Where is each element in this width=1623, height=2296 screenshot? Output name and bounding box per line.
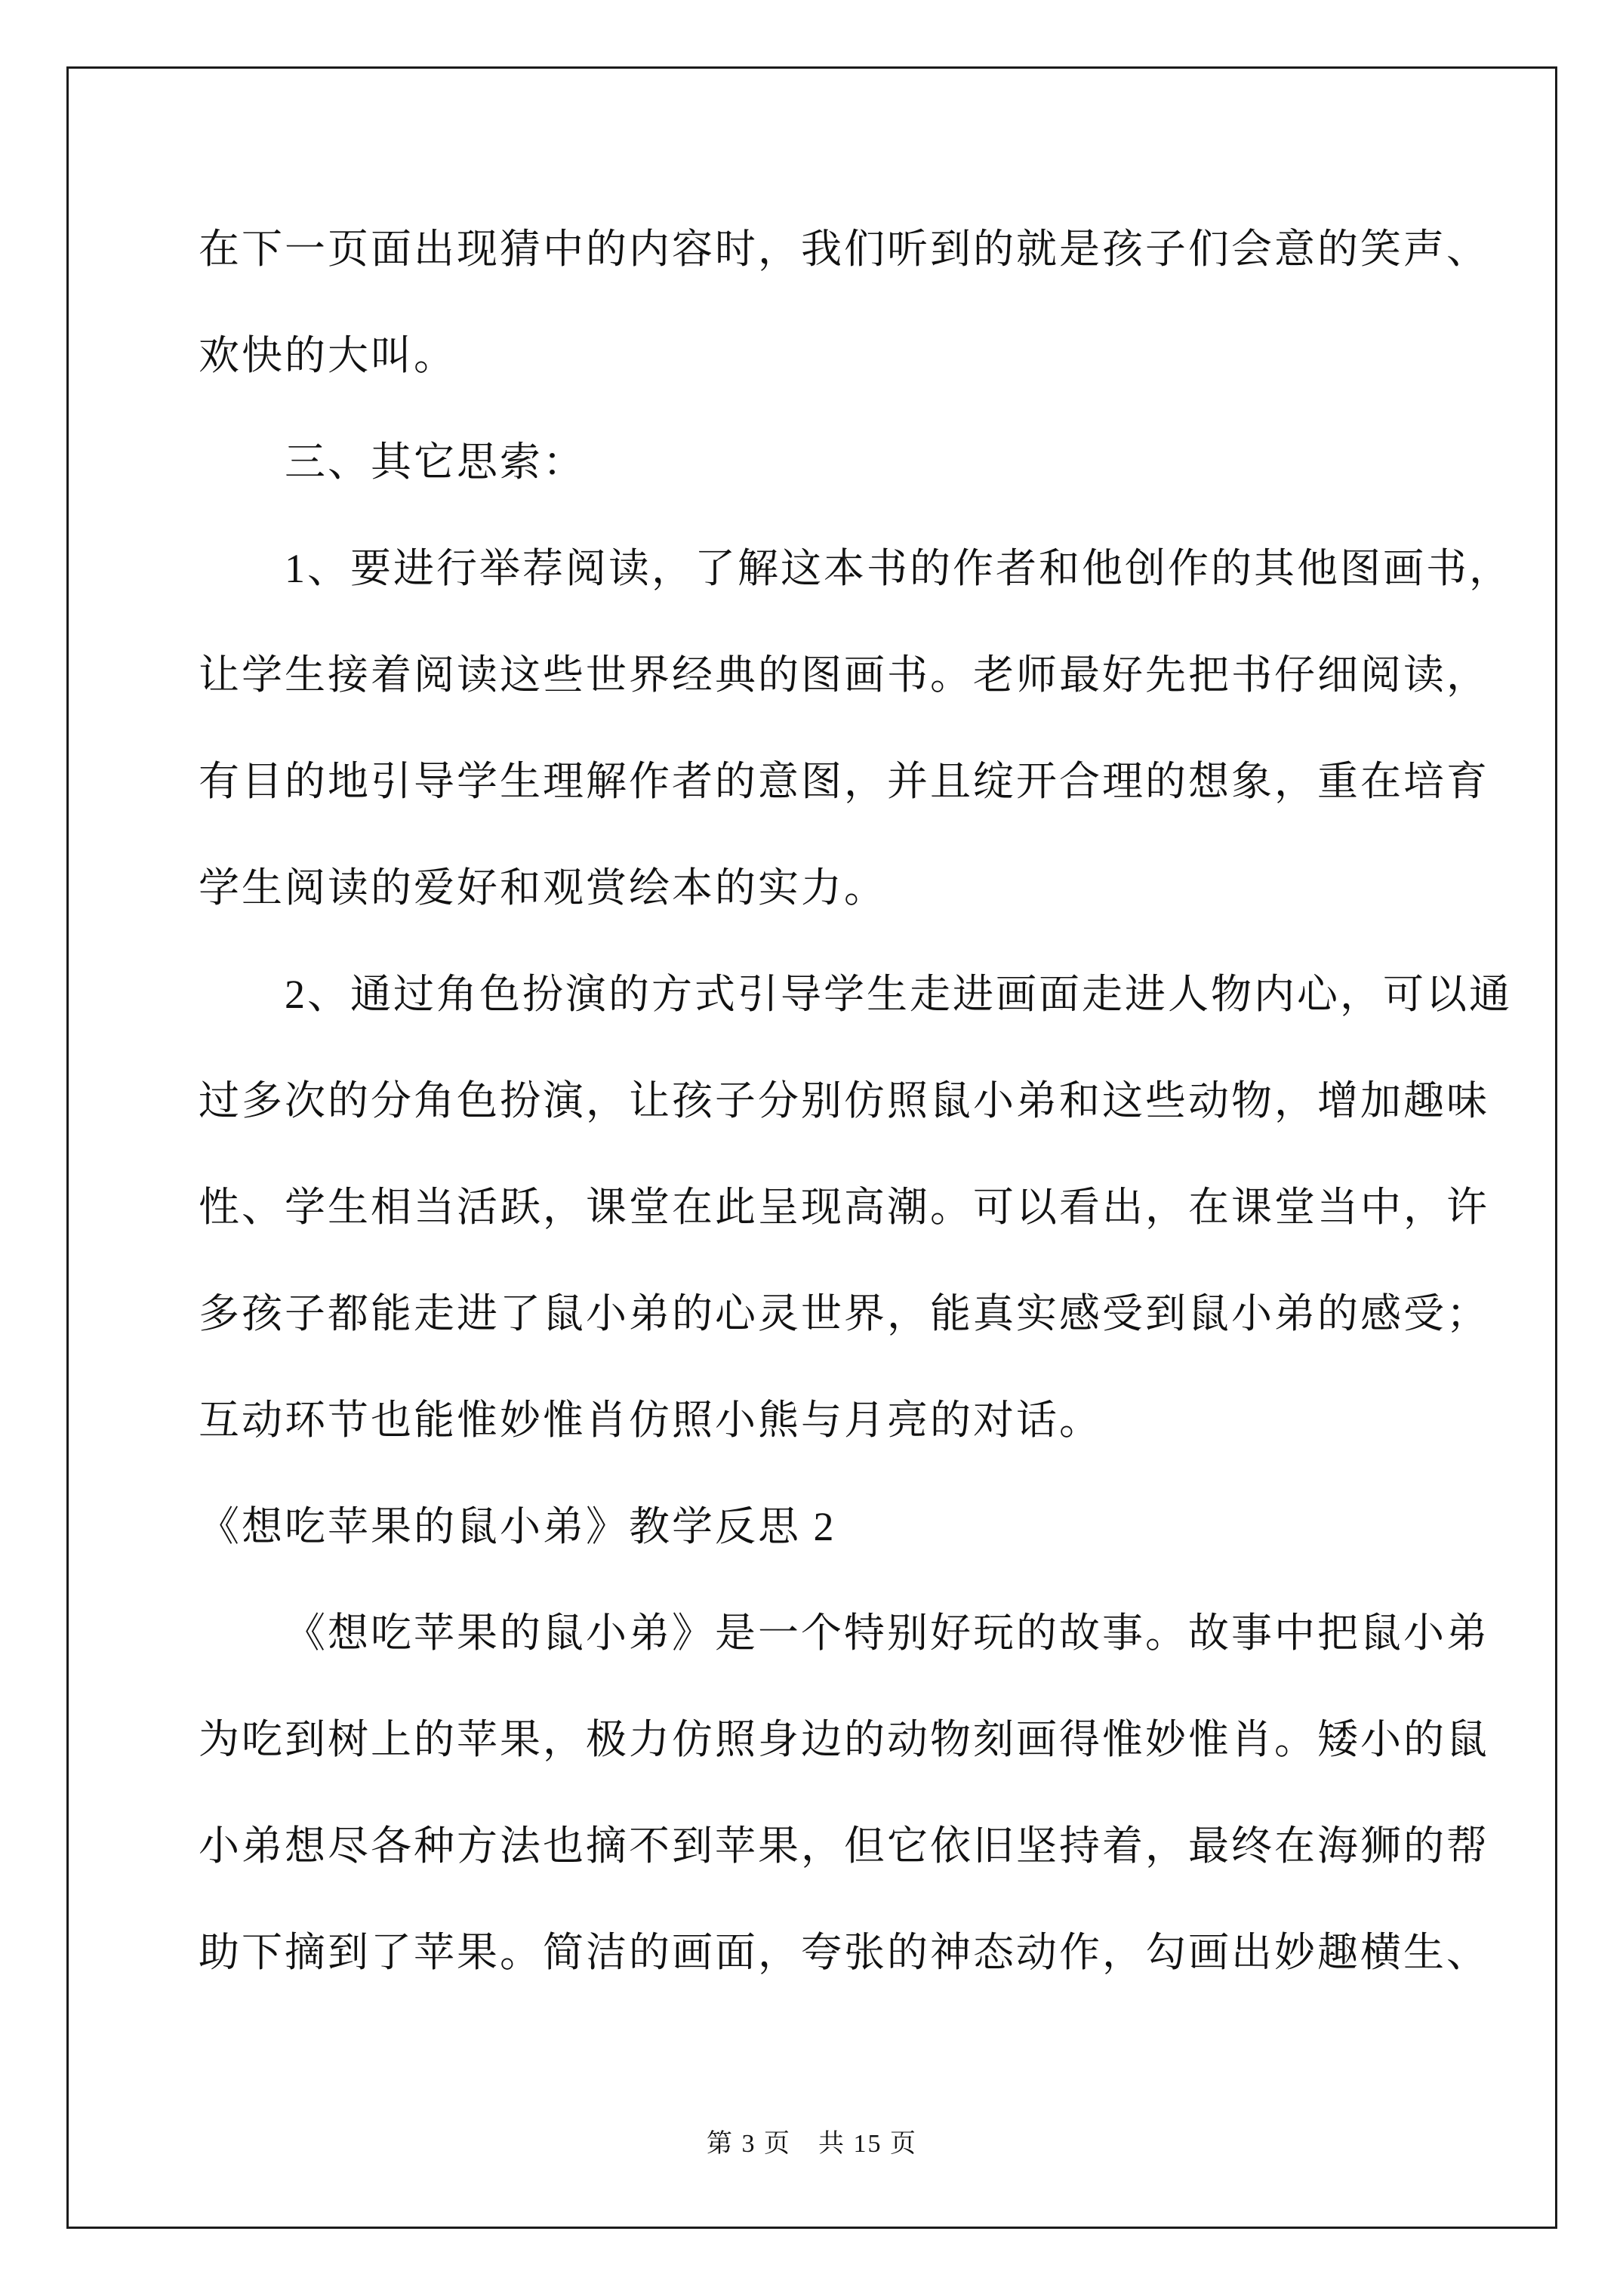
- text-line-7: 学生阅读的爱好和观赏绘本的实力。: [199, 865, 887, 911]
- page-number-text: 第 3 页 共 15 页: [707, 2130, 917, 2158]
- text-line-13: 《想吃苹果的鼠小弟》教学反思 2: [199, 1504, 836, 1549]
- text-line-16: 小弟想尽各种方法也摘不到苹果，但它依旧坚持着，最终在海狮的帮: [199, 1823, 1489, 1869]
- text-line-3: 三、其它思索：: [285, 439, 586, 485]
- text-line-9: 过多次的分角色扮演，让孩子分别仿照鼠小弟和这些动物，增加趣味: [199, 1078, 1489, 1123]
- text-line-15: 为吃到树上的苹果，极力仿照身边的动物刻画得惟妙惟肖。矮小的鼠: [199, 1717, 1489, 1762]
- text-line-4: 1、要进行举荐阅读，了解这本书的作者和他创作的其他图画书，: [285, 546, 1512, 591]
- text-line-17: 助下摘到了苹果。简洁的画面，夸张的神态动作，勾画出妙趣横生、: [199, 1930, 1489, 1975]
- text-line-2: 欢快的大叫。: [199, 333, 457, 378]
- document-body: [199, 196, 1512, 2006]
- text-line-14: 《想吃苹果的鼠小弟》是一个特别好玩的故事。故事中把鼠小弟: [285, 1610, 1489, 1656]
- text-line-12: 互动环节也能惟妙惟肖仿照小熊与月亮的对话。: [199, 1398, 1102, 1443]
- text-line-6: 有目的地引导学生理解作者的意图，并且绽开合理的想象，重在培育: [199, 759, 1489, 804]
- text-line-8: 2、通过角色扮演的方式引导学生走进画面走进人物内心，可以通: [285, 972, 1512, 1017]
- text-line-11: 多孩子都能走进了鼠小弟的心灵世界，能真实感受到鼠小弟的感受；: [199, 1291, 1489, 1336]
- text-line-1: 在下一页面出现猜中的内容时，我们听到的就是孩子们会意的笑声、: [199, 227, 1489, 272]
- text-line-5: 让学生接着阅读这些世界经典的图画书。老师最好先把书仔细阅读，: [199, 652, 1489, 698]
- text-line-10: 性、学生相当活跃，课堂在此呈现高潮。可以看出，在课堂当中，许: [199, 1185, 1489, 1230]
- page-footer: [66, 2122, 1557, 2167]
